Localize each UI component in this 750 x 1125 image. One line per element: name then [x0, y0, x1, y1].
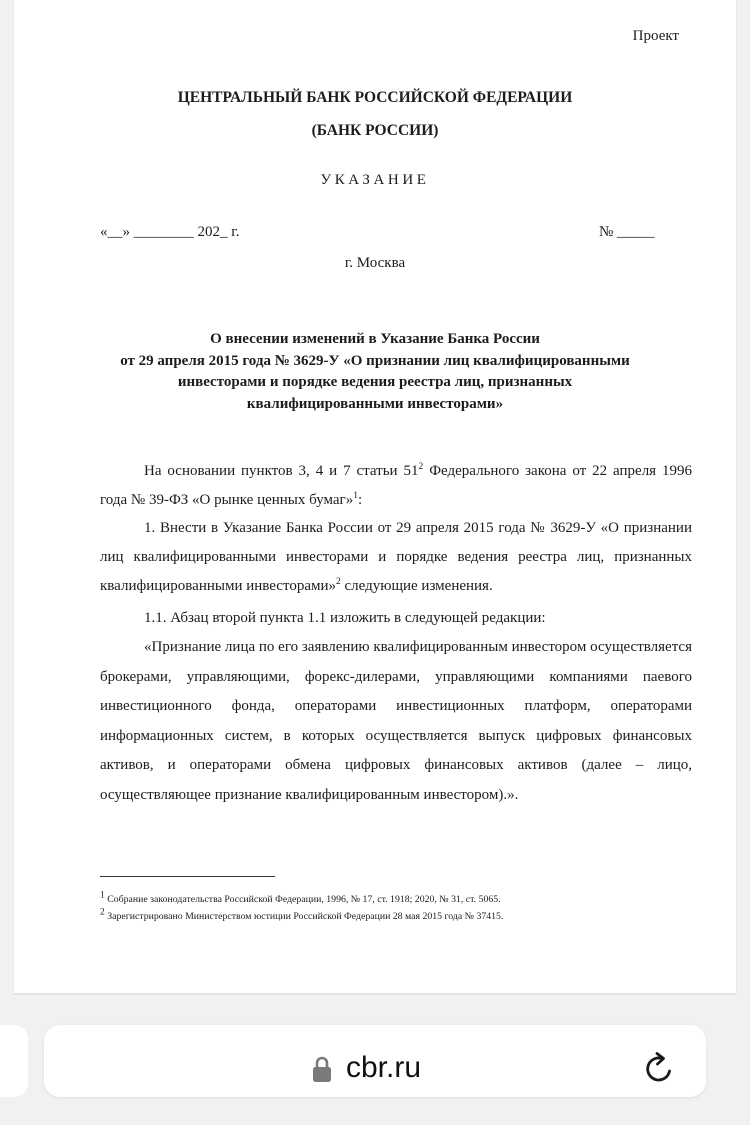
- footnote-mark: 2: [100, 907, 105, 918]
- document-number: № _____: [599, 224, 655, 240]
- footnote-separator: [100, 876, 275, 877]
- footnote-ref: 2: [336, 577, 341, 587]
- title-line: инвесторами и порядке ведения реестра лиц, признанных: [177, 374, 573, 390]
- org-name: ЦЕНТРАЛЬНЫЙ БАНК РОССИЙСКОЙ ФЕДЕРАЦИИ: [177, 89, 573, 106]
- item-1-1-paragraph: 1.1. Абзац второй пункта 1.1 изложить в следующей редакции:: [144, 610, 546, 626]
- org-short-name: (БАНК РОССИИ): [311, 122, 439, 139]
- footnote-text: Собрание законодательства Российской Федерации, 1996, № 17, ст. 1918; 2020, № 31, ст. 5065.: [104, 894, 501, 905]
- item-1-text: 1. Внести в Указание Банка России от 29 апреля 2015 года № 3629-У «О признании лиц квалифицированными инвесторами и порядке ведения реестра лиц, признанных квалифицированными инвесторами»: [100, 520, 692, 594]
- footnote-mark: 1: [100, 890, 105, 901]
- document-page: [14, 0, 736, 993]
- footnote: [100, 890, 501, 905]
- basis-paragraph: [100, 457, 692, 515]
- basis-text: :: [357, 492, 363, 508]
- item-1-text: следующие изменения.: [340, 578, 493, 594]
- article-superscript: 2: [418, 462, 424, 472]
- lock-icon: [312, 1055, 332, 1083]
- draft-status: Проект: [632, 28, 679, 44]
- footnote: [100, 907, 504, 922]
- previous-tab-edge[interactable]: [0, 1025, 28, 1097]
- footnote-text: Зарегистрировано Министерством юстиции Российской Федерации 28 мая 2015 года № 37415.: [104, 911, 504, 922]
- title-line: квалифицированными инвесторами»: [246, 395, 504, 412]
- reload-icon[interactable]: [640, 1050, 678, 1088]
- document-title: [54, 329, 696, 415]
- title-line: О внесении изменений в Указание Банка России: [210, 331, 540, 347]
- document-type: УКАЗАНИЕ: [320, 172, 430, 188]
- document-date: «__» ________ 202_ г.: [100, 224, 240, 240]
- document-city: г. Москва: [344, 255, 406, 271]
- basis-text: На основании пунктов 3, 4 и 7 статьи 51: [144, 463, 419, 479]
- url-text[interactable]: cbr.ru: [346, 1051, 422, 1084]
- basis-text: Федерального закона от 22 апреля 1996 года № 39-ФЗ «О рынке ценных бумаг»: [100, 463, 693, 508]
- quoted-paragraph: «Признание лица по его заявлению квалифицированным инвестором осуществляется брокерами, управляющими, форекс-дилерами, управляющими компаниями паевого инвестиционного фонда, операторами инвестиционных платформ, операторами информационных систем, в которых осуществляется выпуск цифровых финансовых активов, и операторами обмена цифровых финансовых активов (далее – лицо, осуществляющее признание квалифицированным инвестором).».: [100, 639, 692, 803]
- title-line: от 29 апреля 2015 года № 3629-У «О признании лиц квалифицированными: [120, 352, 630, 369]
- footnote-ref: 1: [353, 491, 358, 501]
- item-1-paragraph: [100, 514, 692, 601]
